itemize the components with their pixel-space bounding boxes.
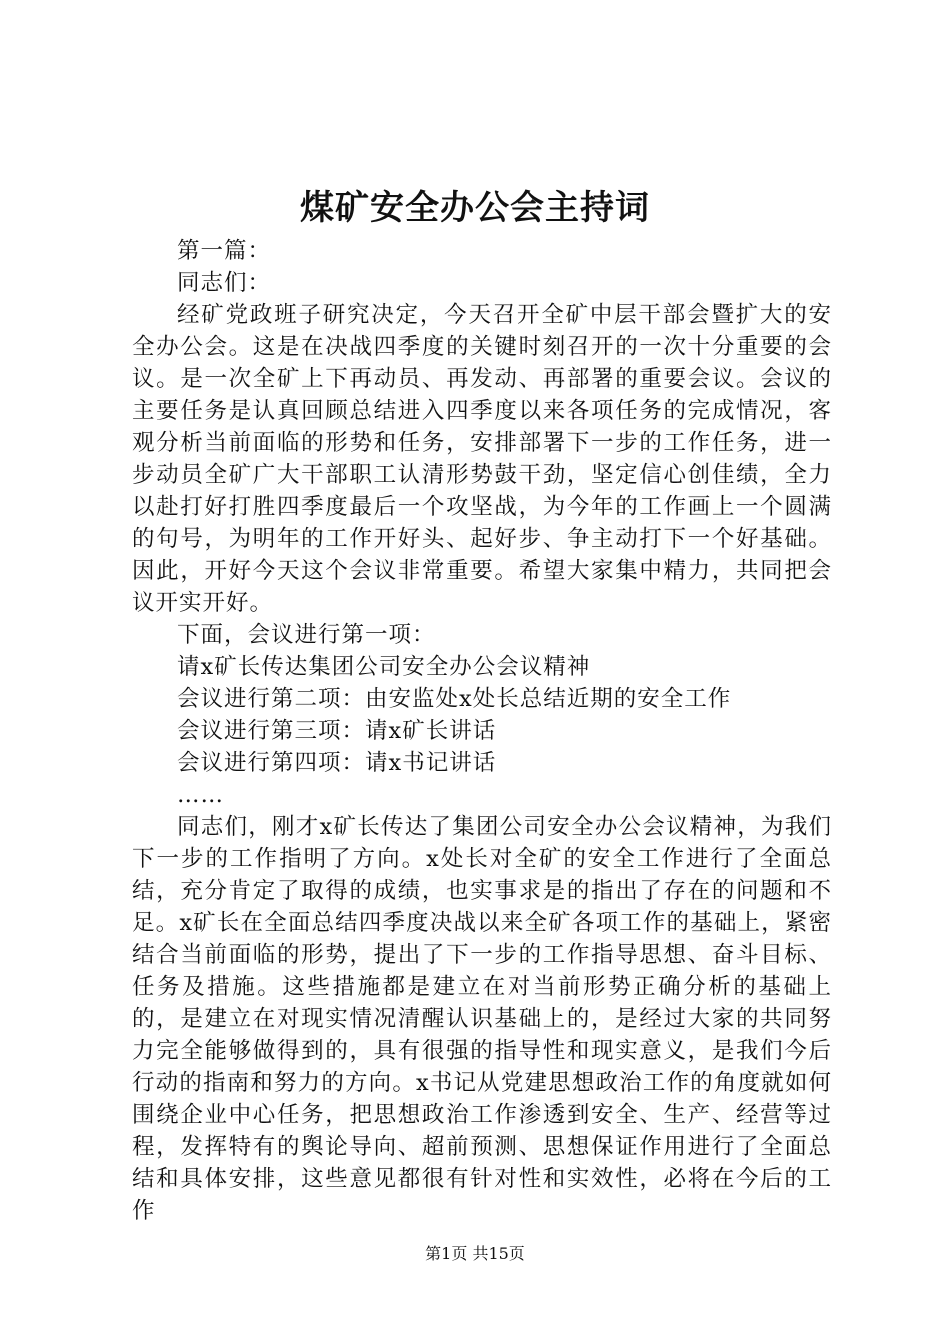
salutation: 同志们： [177, 270, 272, 296]
agenda-item: 下面，会议进行第一项： [177, 622, 436, 648]
paragraph-summary: 同志们，刚才x矿长传达了集团公司安全办公会议精神，为我们下一步的工作指明了方向。x处长对全矿的安全工作进行了全面总结，充分肯定了取得的成绩，也实事求是的指出了存在的问题和不足。x矿长在全面总结四季度决战以来全矿各项工作的基础上，紧密结合当前面临的形势，提出了下一步的工作指导思想、奋斗目标、任务及措施。这些措施都是建立在对当前形势正确分析的基础上的，是建立在对现实情况清醒认识基础上的，是经过大家的共同努力完全能够做得到的，具有很强的指导性和现实意义，是我们今后行动的指南和努力的方向。x书记从党建思想政治工作的角度就如何围绕企业中心任务，把思想政治工作渗透到安全、生产、经营等过程，发挥特有的舆论导向、超前预测、思想保证作用进行了全面总结和具体安排，这些意见都很有针对性和实效性，必将在今后的工作 [132, 814, 832, 1224]
document-body [132, 235, 832, 1227]
paragraph-opening: 经矿党政班子研究决定，今天召开全矿中层干部会暨扩大的安全办公会。这是在决战四季度的关键时刻召开的一次十分重要的会议。是一次全矿上下再动员、再发动、再部署的重要会议。会议的主要任务是认真回顾总结进入四季度以来各项任务的完成情况，客观分析当前面临的形势和任务，安排部署下一步的工作任务，进一步动员全矿广大干部职工认清形势鼓干劲，坚定信心创佳绩，全力以赴打好打胜四季度最后一个攻坚战，为今年的工作画上一个圆满的句号，为明年的工作开好头、起好步、争主动打下一个好基础。因此，开好今天这个会议非常重要。希望大家集中精力，共同把会议开实开好。 [132, 302, 832, 616]
page-footer: 第1页 共15页 [425, 1244, 525, 1263]
agenda-item: 会议进行第四项：请x书记讲话 [177, 750, 497, 776]
document-title: 煤矿安全办公会主持词 [300, 188, 650, 228]
section-label: 第一篇： [177, 238, 272, 264]
agenda-item: 会议进行第二项：由安监处x处长总结近期的安全工作 [177, 686, 732, 712]
agenda-item: 会议进行第三项：请x矿长讲话 [177, 718, 497, 744]
agenda-ellipsis: …… [177, 782, 224, 808]
agenda-item: 请x矿长传达集团公司安全办公会议精神 [177, 654, 591, 680]
